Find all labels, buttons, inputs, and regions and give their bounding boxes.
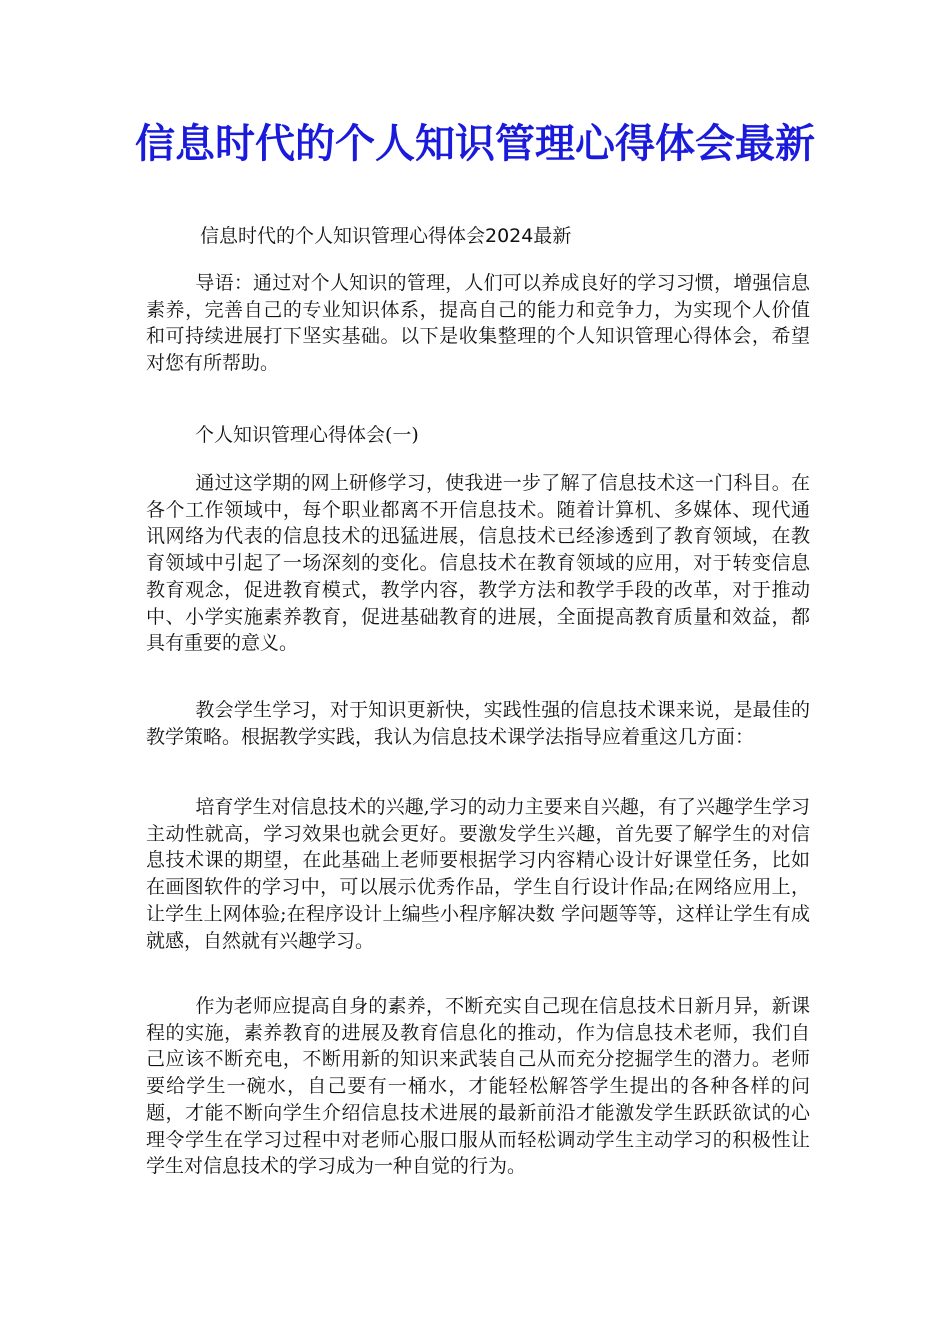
intro-paragraph: 导语：通过对个人知识的管理，人们可以养成良好的学习习惯，增强信息素养，完善自己的专业知识体系，提高自己的能力和竞争力，为实现个人价值和可持续进展打下坚实基础。以下是收集整理的个人知识管理心得体会，希望对您有所帮助。	[146, 272, 810, 375]
document-title: 信息时代的个人知识管理心得体会最新	[135, 120, 815, 167]
section-heading: 个人知识管理心得体会(一)	[195, 424, 419, 446]
body-paragraph-4: 作为老师应提高自身的素养，不断充实自己现在信息技术日新月异，新课程的实施，素养教育的进展及教育信息化的推动，作为信息技术老师，我们自己应该不断充电，不断用新的知识来武装自己从而充分挖掘学生的潜力。老师要给学生一碗水，自己要有一桶水，才能轻松解答学生提出的各种各样的问题，才能不断向学生介绍信息技术进展的最新前沿才能激发学生跃跃欲试的心理令学生在学习过程中对老师心服口服从而轻松调动学生主动学习的积极性让学生对信息技术的学习成为一种自觉的行为。	[146, 995, 810, 1178]
body-paragraph-1: 通过这学期的网上研修学习，使我进一步了解了信息技术这一门科目。在各个工作领域中，每个职业都离不开信息技术。随着计算机、多媒体、现代通讯网络为代表的信息技术的迅猛进展，信息技术已经渗透到了教育领域，在教育领域中引起了一场深刻的变化。信息技术在教育领域的应用，对于转变信息教育观念，促进教育模式，教学内容，教学方法和教学手段的改革，对于推动中、小学实施素养教育，促进基础教育的进展，全面提高教育质量和效益，都具有重要的意义。	[146, 472, 810, 655]
body-paragraph-3: 培育学生对信息技术的兴趣,学习的动力主要来自兴趣，有了兴趣学生学习主动性就高，学习效果也就会更好。要激发学生兴趣，首先要了解学生的对信息技术课的期望，在此基础上老师要根据学习内容精心设计好课堂任务，比如在画图软件的学习中，可以展示优秀作品，学生自行设计作品;在网络应用上，让学生上网体验;在程序设计上编些小程序解决数 学问题等等，这样让学生有成就感，自然就有兴趣学习。	[146, 796, 810, 952]
document-subtitle: 信息时代的个人知识管理心得体会2024最新	[200, 225, 572, 247]
body-paragraph-2: 教会学生学习，对于知识更新快，实践性强的信息技术课来说，是最佳的教学策略。根据教学实践，我认为信息技术课学法指导应着重这几方面：	[146, 699, 810, 748]
